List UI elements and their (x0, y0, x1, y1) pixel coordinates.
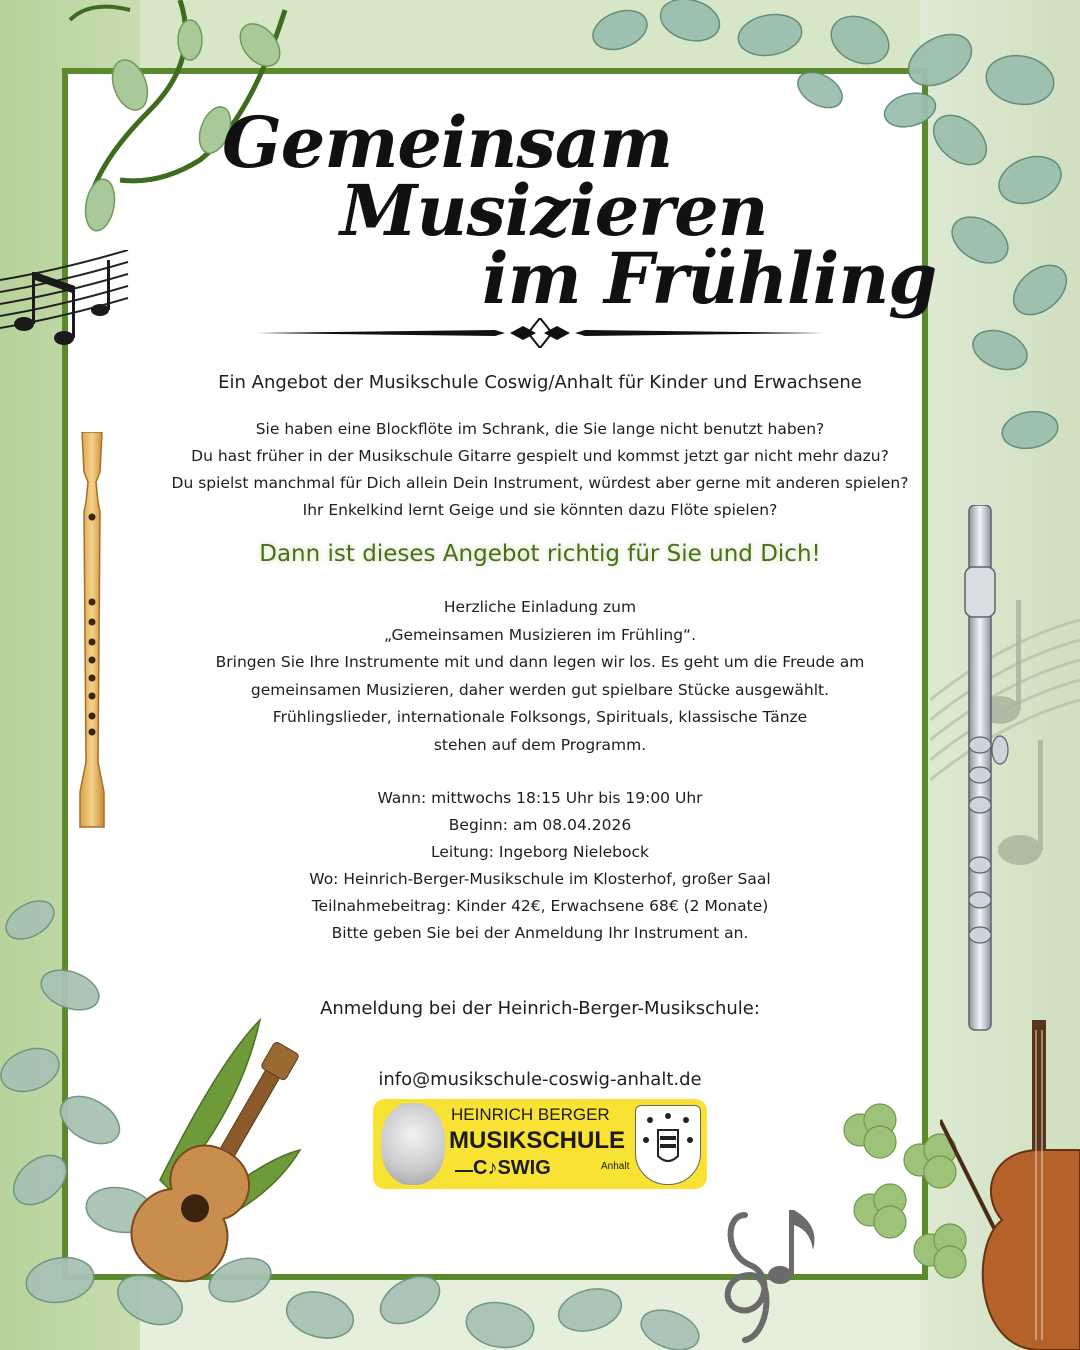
recorder-icon (70, 432, 114, 832)
detail-fee: Teilnahmebeitrag: Kinder 42€, Erwachsene 68€ (2 Monate) (311, 897, 769, 915)
details-block (130, 785, 950, 947)
treble-clef-icon (695, 1195, 845, 1345)
title-line-1: Gemeinsam (222, 101, 673, 184)
question-4: Ihr Enkelkind lernt Geige und sie könnten dazu Flöte spielen? (302, 501, 778, 519)
invitation-line-5: Frühlingslieder, internationale Folksongs, Spirituals, klassische Tänze (272, 708, 808, 726)
invitation-line-1: Herzliche Einladung zum (443, 598, 637, 616)
coat-of-arms-icon (635, 1105, 701, 1185)
detail-when: Wann: mittwochs 18:15 Uhr bis 19:00 Uhr (377, 789, 703, 807)
email-link[interactable]: info@musikschule-coswig-anhalt.de (378, 1069, 702, 1090)
invitation-line-4: gemeinsamen Musizieren, daher werden gut spielbare Stücke ausgewählt. (250, 680, 830, 699)
invitation-line-2: „Gemeinsamen Musizieren im Frühling“. (384, 625, 696, 644)
registration-text: Anmeldung bei der Heinrich-Berger-Musikschule: (320, 998, 760, 1019)
questions-block (130, 416, 950, 524)
portrait-icon (381, 1103, 445, 1185)
subtitle: Ein Angebot der Musikschule Coswig/Anhalt für Kinder und Erwachsene (218, 372, 862, 393)
logo-text-1: HEINRICH BERGER (451, 1105, 610, 1124)
flute-icon (955, 505, 1015, 1035)
ornamental-divider-icon (255, 318, 825, 348)
question-3: Du spielst manchmal für Dich allein Dein Instrument, würdest aber gerne mit anderen spielen? (171, 474, 909, 492)
invitation-line-6: stehen auf dem Programm. (433, 735, 647, 754)
violin-icon (940, 1020, 1080, 1350)
music-notes-left-icon (0, 250, 130, 360)
title-line-2: Musizieren (340, 169, 768, 252)
question-1: Sie haben eine Blockflöte im Schrank, die Sie lange nicht benutzt haben? (255, 420, 825, 438)
school-logo (373, 1099, 707, 1189)
logo-text-3: C♪SWIG (473, 1157, 551, 1179)
logo-text-4: Anhalt (601, 1161, 630, 1172)
invitation-line-3: Bringen Sie Ihre Instrumente mit und dann legen wir los. Es geht um die Freude am (215, 653, 865, 671)
invitation-block (130, 594, 950, 759)
headline: Dann ist dieses Angebot richtig für Sie und Dich! (259, 541, 821, 567)
logo-rule (455, 1170, 473, 1172)
detail-lead: Leitung: Ingeborg Nielebock (431, 843, 649, 861)
title-line-3: im Frühling (482, 237, 937, 320)
detail-where: Wo: Heinrich-Berger-Musikschule im Klosterhof, großer Saal (309, 870, 771, 888)
question-2: Du hast früher in der Musikschule Gitarre gespielt und kommst jetzt gar nicht mehr dazu? (191, 447, 889, 465)
detail-note: Bitte geben Sie bei der Anmeldung Ihr Instrument an. (331, 924, 749, 942)
logo-text-2: MUSIKSCHULE (449, 1127, 626, 1154)
detail-start: Beginn: am 08.04.2026 (448, 816, 632, 834)
